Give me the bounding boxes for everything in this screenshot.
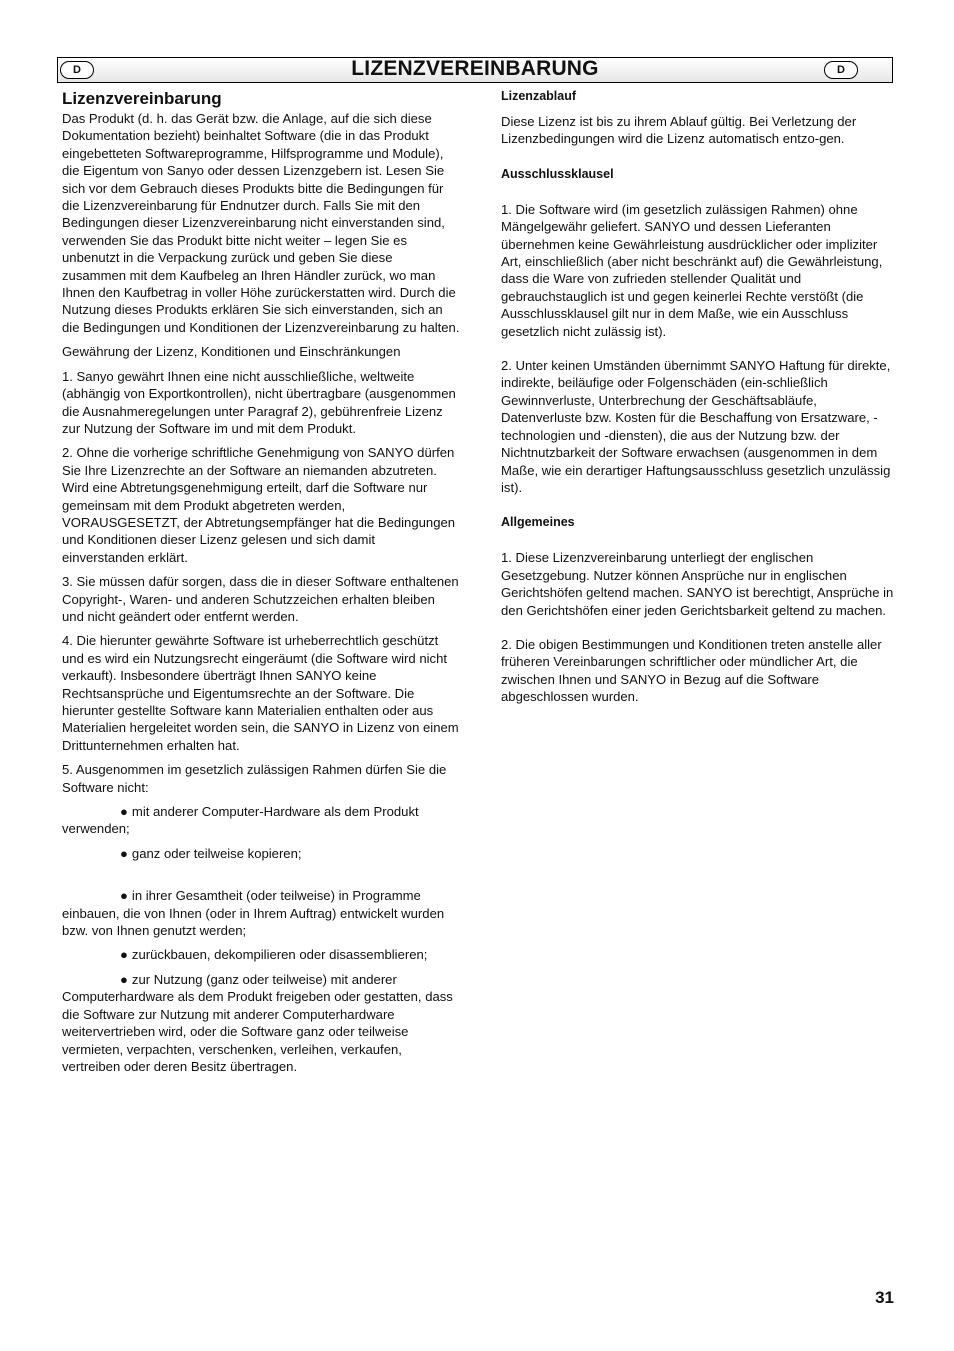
list-item-text: zur Nutzung (ganz oder teilweise) mit anderer Computerhardware als dem Produkt freigeben oder gestatten, dass die Software zur Nutzung mit anderer Computerhardware weitervertrieben wird, oder die Software ganz oder teilweise vermieten, verpachten, verschenken, verleihen, verkaufen, vertreiben oder deren Besitz übertragen. xyxy=(62,971,453,1074)
grant-heading: Gewährung der Lizenz, Konditionen und Einschränkungen xyxy=(62,344,401,360)
intro-paragraph: Das Produkt (d. h. das Gerät bzw. die Anlage, auf die sich diese Dokumentation bezieht) beinhaltet Software (die in das Produkt eingebetteten Softwareprogramme, Hilfsprogramme und Module), die Eigentum von Sanyo oder dessen Lizenzgebern ist. Lesen Sie sich vor dem Gebrauch dieses Produkts bitte die Bedingungen für die Lizenzvereinbarung für Endnutzer durch. Falls Sie mit den Bedingungen dieser Lizenzvereinbarung nicht einverstanden sind, verwenden Sie das Produkt bitte nicht weiter – legen Sie es unbenutzt in die Verpackung zurück und geben Sie diese zusammen mit dem Kaufbeleg an Ihren Händler zurück, wo man Ihnen den Kaufbetrag in voller Höhe zurückerstatten wird. Durch die Nutzung dieses Produkts erklären Sie sich einverstanden, sich an die Bedingungen und Konditionen der Lizenzvereinbarung zu halten. xyxy=(62,111,460,335)
right-column xyxy=(501,88,896,706)
exclusion-clause-1: 1. Die Software wird (im gesetzlich zulässigen Rahmen) ohne Mängelgewähr geliefert. SANYO und dessen Lieferanten übernehmen keine Gewährleistung ausdrücklicher oder impliziter Art, einschließlich (aber nicht beschränkt auf) die Gewährleistung, dass die Ware von zufrieden stellender Qualität und gebrauchstauglich ist und gegen keinerlei Rechte verstößt (die Ausschlussklausel gilt nur in dem Maße, wie ein Ausschluss gesetzlich nicht zulässig ist). xyxy=(501,201,883,339)
general-clause-2: 2. Die obigen Bestimmungen und Konditionen treten anstelle aller früheren Vereinbarungen schriftlicher oder mündlicher Art, die zwischen Ihnen und SANYO in Bezug auf die Software abgeschlossen wurden. xyxy=(501,636,882,705)
list-item xyxy=(62,803,460,838)
language-badge-right: D xyxy=(824,61,858,79)
list-item-text: ganz oder teilweise kopieren; xyxy=(131,845,302,861)
list-item-text: mit anderer Computer-Hardware als dem Produkt verwenden; xyxy=(62,804,419,837)
bullet-icon: ● xyxy=(120,804,128,820)
list-item xyxy=(62,946,460,963)
general-clause-1: 1. Diese Lizenzvereinbarung unterliegt der englischen Gesetzgebung. Nutzer können Ansprüche nur in englischen Gerichtshöfen geltend machen. SANYO ist berechtigt, Ansprüche in den Gerichtshöfen einer jeden Gerichtsbarkeit geltend zu machen. xyxy=(501,550,894,618)
list-item xyxy=(62,971,460,1075)
left-column xyxy=(62,88,460,1075)
expiry-heading: Lizenzablauf xyxy=(501,89,577,103)
exclusion-heading: Ausschlussklausel xyxy=(501,166,614,181)
clause-4: 4. Die hierunter gewährte Software ist urheberrechtlich geschützt und es wird ein Nutzungsrecht eingeräumt (die Software wird nicht verkauft). Insbesondere überträgt Ihnen SANYO keine Rechtsansprüche und Eigentumsrechte an der Software. Die hierunter gestellte Software kann Materialien enthalten oder aus Materialien hergeleitet worden sein, die SANYO in Lizenz von einem Drittunternehmen erhalten hat. xyxy=(62,633,459,753)
expiry-paragraph: Diese Lizenz ist bis zu ihrem Ablauf gültig. Bei Verletzung der Lizenzbedingungen wird die Lizenz automatisch entzo-gen. xyxy=(501,114,857,147)
clause-1: 1. Sanyo gewährt Ihnen eine nicht ausschließliche, weltweite (abhängig von Exportkontrollen), nicht übertragbare (ausgenommen die Ausnahmeregelungen unter Paragraf 2), gebührenfreie Lizenz zur Nutzung der Software im und mit dem Produkt. xyxy=(62,368,456,436)
page-number: 31 xyxy=(875,1288,894,1307)
clause-2: 2. Ohne die vorherige schriftliche Genehmigung von SANYO dürfen Sie Ihre Lizenzrechte an der Software an niemanden abzutreten. Wird eine Abtretungsgenehmigung erteilt, darf die Software nur gemeinsam mit dem Produkt abgetreten werden, VORAUSGESETZT, der Abtretungsempfänger hat die Bedingungen und Konditionen dieser Lizenz gelesen und sich damit einverstanden erklärt. xyxy=(62,445,456,565)
language-badge-left: D xyxy=(60,61,94,79)
exclusion-clause-2: 2. Unter keinen Umständen übernimmt SANYO Haftung für direkte, indirekte, beiläufige oder Folgenschäden (ein-schließlich Gewinnverluste, Unterbrechung der Geschäftsabläufe, Datenverluste bzw. Kosten für die Beschaffung von Ersatzware, -technologien und -diensten), die aus der Nutzung bzw. der Nichtnutzbarkeit der Software erwachsen (ausgenommen in dem Maße, wie ein derartiger Haftungsausschluss gesetzlich unzulässig ist). xyxy=(501,358,891,495)
list-item xyxy=(62,887,460,939)
bullet-icon: ● xyxy=(120,888,128,904)
bullet-icon: ● xyxy=(120,845,128,861)
list-item-text: in ihrer Gesamtheit (oder teilweise) in Programme einbauen, die von Ihnen (oder in Ihrem Auftrag) entwickelt wurden bzw. von Ihnen genutzt werden; xyxy=(62,888,445,939)
clause-5: 5. Ausgenommen im gesetzlich zulässigen Rahmen dürfen Sie die Software nicht: xyxy=(62,762,447,795)
list-item xyxy=(62,845,460,862)
list-item-text: zurückbauen, dekompilieren oder disassemblieren; xyxy=(131,947,428,963)
bullet-icon: ● xyxy=(120,971,128,987)
clause-3: 3. Sie müssen dafür sorgen, dass die in dieser Software enthaltenen Copyright-, Waren- und anderen Schutzzeichen erhalten bleiben und nicht geändert oder entfernt werden. xyxy=(62,574,459,624)
general-heading: Allgemeines xyxy=(501,515,575,530)
section-header xyxy=(57,57,893,83)
bullet-icon: ● xyxy=(120,947,128,963)
section-heading: Lizenzvereinbarung xyxy=(62,89,222,108)
page-title: LIZENZVEREINBARUNG xyxy=(351,57,599,80)
